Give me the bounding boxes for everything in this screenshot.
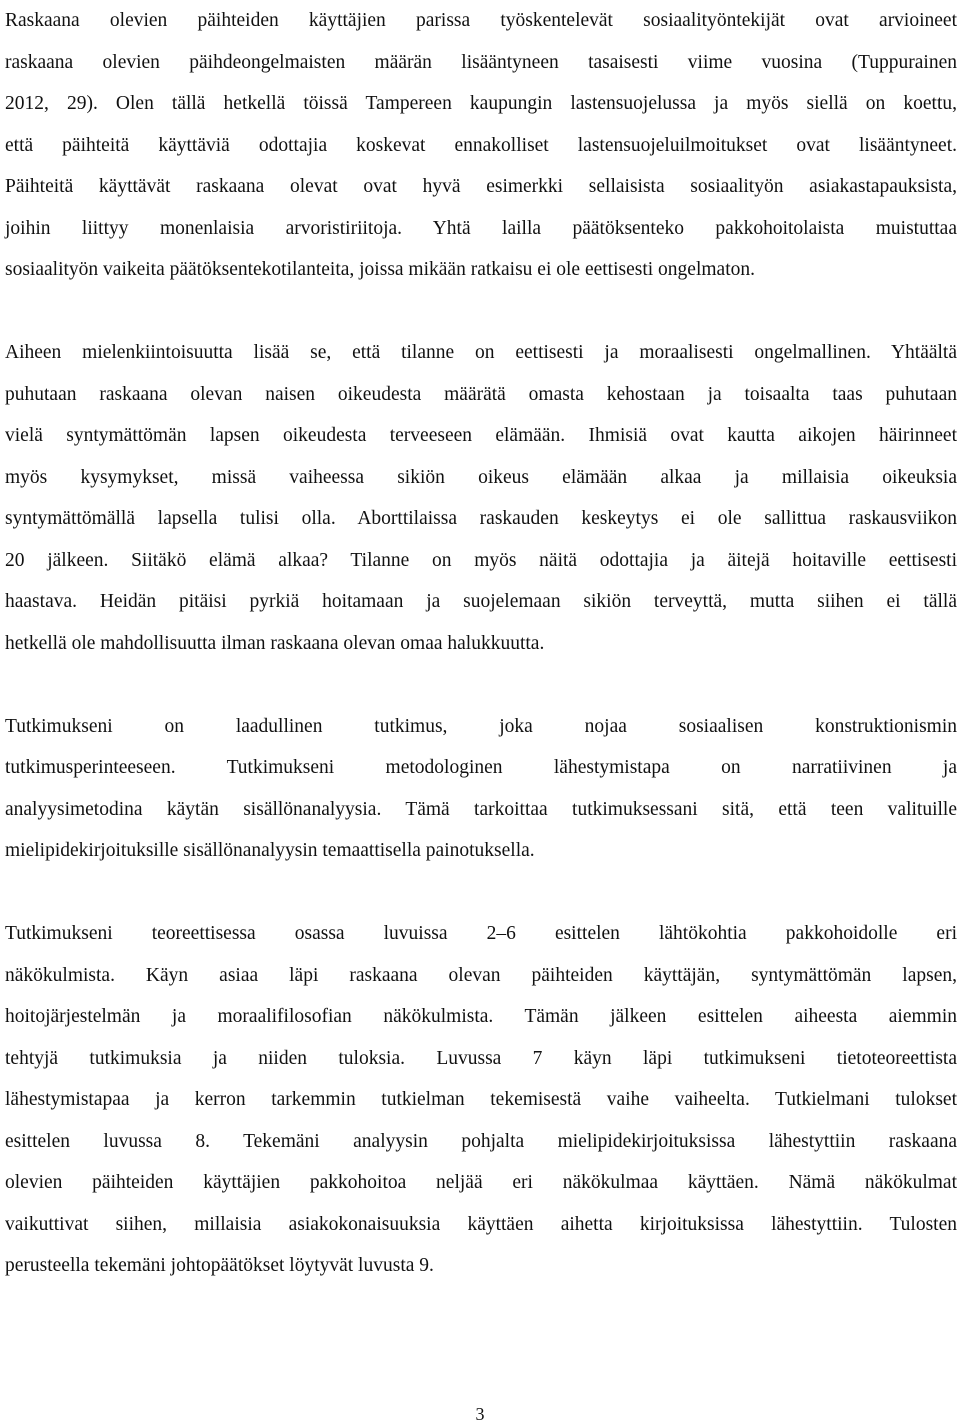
text-line: Aiheen mielenkiintoisuutta lisää se, että tilanne on eettisesti ja moraalisesti ongelmallinen. Yhtäältä xyxy=(5,342,957,363)
text-line: että päihteitä käyttäviä odottajia koskevat ennakolliset lastensuojeluilmoitukset ovat lisääntyneet. xyxy=(5,134,957,156)
text-line: puhutaan raskaana olevan naisen oikeudesta määrätä omasta kehostaan ja toisaalta taas puhutaan xyxy=(5,383,957,405)
text-line: Raskaana olevien päihteiden käyttäjien parissa työskentelevät sosiaalityöntekijät ovat arvioineet xyxy=(5,10,957,31)
text-line: Päihteitä käyttävät raskaana olevat ovat hyvä esimerkki sellaisista sosiaalityön asiakastapauksista, xyxy=(5,176,957,197)
text-line: sosiaalityön vaikeita päätöksentekotilanteita, joissa mikään ratkaisu ei ole eettisesti ongelmaton. xyxy=(5,259,755,280)
text-line: esittelen luvussa 8. Tekemäni analyysin pohjalta mielipidekirjoituksissa lähestyttiin raskaana xyxy=(5,1130,957,1152)
text-line: näkökulmista. Käyn asiaa läpi raskaana olevan päihteiden käyttäjän, syntymättömän lapsen, xyxy=(5,964,957,986)
paragraph-method xyxy=(5,706,957,872)
text-line: perusteella tekemäni johtopäätökset löytyvät luvusta 9. xyxy=(5,1255,434,1276)
text-line: vielä syntymättömän lapsen oikeudesta terveeseen elämään. Ihmisiä ovat kautta aikojen häirinneet xyxy=(5,425,957,446)
paragraph-gap xyxy=(5,872,957,914)
text-line: myös kysymykset, missä vaiheessa sikiön oikeus elämään alkaa ja millaisia oikeuksia xyxy=(5,466,957,488)
text-line: raskaana olevien päihdeongelmaisten määrän lisääntyneen tasaisesti viime vuosina (Tuppurainen xyxy=(5,51,957,73)
text-line: analyysimetodina käytän sisällönanalyysia. Tämä tarkoittaa tutkimuksessani sitä, että teen valituille xyxy=(5,798,957,820)
text-line: haastava. Heidän pitäisi pyrkiä hoitamaan ja suojelemaan sikiön terveyttä, mutta siihen ei tällä xyxy=(5,591,957,612)
paragraph-structure xyxy=(5,913,957,1287)
text-line: tutkimusperinteeseen. Tutkimukseni metodologinen lähestymistapa on narratiivinen ja xyxy=(5,757,957,778)
paragraph-gap xyxy=(5,664,957,706)
text-line: olevien päihteiden käyttäjien pakkohoitoa neljää eri näkökulmaa käyttäen. Nämä näkökulmat xyxy=(5,1172,957,1193)
text-line: Tutkimukseni on laadullinen tutkimus, joka nojaa sosiaalisen konstruktionismin xyxy=(5,715,957,737)
text-line: hoitojärjestelmän ja moraalifilosofian näkökulmista. Tämän jälkeen esittelen aiheesta aiemmin xyxy=(5,1006,957,1027)
text-line: mielipidekirjoituksille sisällönanalyysin temaattisella painotuksella. xyxy=(5,840,535,861)
text-line: joihin liittyy monenlaisia arvoristiriitoja. Yhtä lailla päätöksenteko pakkohoitolaista muistuttaa xyxy=(5,217,957,239)
paragraph-intro xyxy=(5,0,957,291)
text-line: 2012, 29). Olen tällä hetkellä töissä Tampereen kaupungin lastensuojelussa ja myös siellä on koettu, xyxy=(5,93,957,114)
text-line: Tutkimukseni teoreettisessa osassa luvuissa 2–6 esittelen lähtökohtia pakkohoidolle eri xyxy=(5,923,957,944)
document-page xyxy=(5,0,957,1287)
paragraph-gap xyxy=(5,291,957,333)
text-line: tehtyjä tutkimuksia ja niiden tuloksia. Luvussa 7 käyn läpi tutkimukseni tietoteoreettista xyxy=(5,1047,957,1069)
text-line: hetkellä ole mahdollisuutta ilman raskaana olevan omaa halukkuutta. xyxy=(5,632,545,654)
text-line: vaikuttivat siihen, millaisia asiakokonaisuuksia käyttäen aihetta kirjoituksissa lähestyttiin. Tulosten xyxy=(5,1213,957,1235)
text-line: 20 jälkeen. Siitäkö elämä alkaa? Tilanne on myös näitä odottajia ja äitejä hoitaville eettisesti xyxy=(5,549,957,571)
page-number: 3 xyxy=(475,1404,485,1424)
text-line: lähestymistapaa ja kerron tarkemmin tutkielman tekemisestä vaihe vaiheelta. Tutkielmani tulokset xyxy=(5,1089,957,1110)
text-line: syntymättömällä lapsella tulisi olla. Aborttilaissa raskauden keskeytys ei ole sallittua raskausviikon xyxy=(5,508,957,529)
paragraph-ethics xyxy=(5,332,957,664)
